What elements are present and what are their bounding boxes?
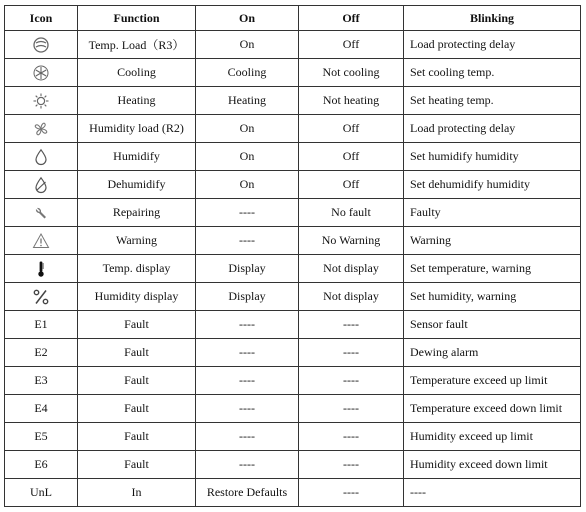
blinking-cell: Humidity exceed up limit [404, 423, 581, 451]
on-cell: On [196, 115, 299, 143]
on-cell: ---- [196, 451, 299, 479]
on-cell: Display [196, 255, 299, 283]
table-row [5, 479, 581, 507]
table-row [5, 59, 581, 87]
off-cell: Not heating [299, 87, 404, 115]
on-cell: On [196, 143, 299, 171]
percent-icon [32, 288, 50, 306]
warning-icon [32, 232, 50, 250]
blinking-cell: Temperature exceed down limit [404, 395, 581, 423]
on-cell: ---- [196, 199, 299, 227]
blinking-cell: Sensor fault [404, 311, 581, 339]
code-cell: E6 [5, 451, 78, 479]
on-cell: Restore Defaults [196, 479, 299, 507]
header-blinking: Blinking [404, 6, 581, 31]
off-cell: ---- [299, 451, 404, 479]
function-cell: Humidity load (R2) [78, 115, 196, 143]
temp-load-icon [32, 36, 50, 54]
function-cell: Fault [78, 339, 196, 367]
blinking-cell: Set heating temp. [404, 87, 581, 115]
blinking-cell: Set cooling temp. [404, 59, 581, 87]
on-cell: On [196, 31, 299, 59]
off-cell: ---- [299, 423, 404, 451]
table-row [5, 199, 581, 227]
function-cell: Fault [78, 395, 196, 423]
off-cell: Not cooling [299, 59, 404, 87]
blinking-cell: Set humidity, warning [404, 283, 581, 311]
function-cell: Heating [78, 87, 196, 115]
table-row [5, 283, 581, 311]
blinking-cell: Set temperature, warning [404, 255, 581, 283]
code-cell: E4 [5, 395, 78, 423]
on-cell: Display [196, 283, 299, 311]
icon-function-table [4, 5, 581, 507]
blinking-cell: Temperature exceed up limit [404, 367, 581, 395]
off-cell: Off [299, 143, 404, 171]
code-cell: E3 [5, 367, 78, 395]
off-cell: ---- [299, 311, 404, 339]
off-cell: ---- [299, 367, 404, 395]
table-row [5, 367, 581, 395]
on-cell: Heating [196, 87, 299, 115]
function-cell: Humidity display [78, 283, 196, 311]
blinking-cell: Set humidify humidity [404, 143, 581, 171]
off-cell: Off [299, 31, 404, 59]
header-function: Function [78, 6, 196, 31]
on-cell: ---- [196, 339, 299, 367]
code-cell: E1 [5, 311, 78, 339]
on-cell: ---- [196, 367, 299, 395]
table-row [5, 255, 581, 283]
function-cell: Warning [78, 227, 196, 255]
off-cell: Off [299, 171, 404, 199]
droplet-icon [32, 148, 50, 166]
function-cell: Fault [78, 367, 196, 395]
function-cell: Cooling [78, 59, 196, 87]
header-on: On [196, 6, 299, 31]
header-icon: Icon [5, 6, 78, 31]
thermometer-icon [32, 260, 50, 278]
sun-icon [32, 92, 50, 110]
table-row [5, 227, 581, 255]
table-row [5, 451, 581, 479]
code-cell: UnL [5, 479, 78, 507]
off-cell: ---- [299, 479, 404, 507]
function-cell: Fault [78, 423, 196, 451]
on-cell: Cooling [196, 59, 299, 87]
table-row [5, 171, 581, 199]
function-cell: Humidify [78, 143, 196, 171]
table-row [5, 311, 581, 339]
function-cell: Temp. Load（R3） [78, 31, 196, 59]
table-row [5, 115, 581, 143]
function-cell: Repairing [78, 199, 196, 227]
on-cell: ---- [196, 423, 299, 451]
off-cell: Off [299, 115, 404, 143]
on-cell: ---- [196, 227, 299, 255]
on-cell: ---- [196, 311, 299, 339]
blinking-cell: Dewing alarm [404, 339, 581, 367]
off-cell: No Warning [299, 227, 404, 255]
code-cell: E5 [5, 423, 78, 451]
table-row [5, 143, 581, 171]
table-header-row [5, 6, 581, 31]
blinking-cell: Set dehumidify humidity [404, 171, 581, 199]
table-row [5, 423, 581, 451]
off-cell: ---- [299, 395, 404, 423]
droplet-slash-icon [32, 176, 50, 194]
table-body [5, 31, 581, 507]
blinking-cell: ---- [404, 479, 581, 507]
wrench-icon [32, 204, 50, 222]
table-row [5, 87, 581, 115]
function-cell: Temp. display [78, 255, 196, 283]
blinking-cell: Load protecting delay [404, 31, 581, 59]
blinking-cell: Warning [404, 227, 581, 255]
off-cell: No fault [299, 199, 404, 227]
on-cell: ---- [196, 395, 299, 423]
table-row [5, 31, 581, 59]
header-off: Off [299, 6, 404, 31]
off-cell: Not display [299, 283, 404, 311]
blinking-cell: Faulty [404, 199, 581, 227]
fan-icon [32, 120, 50, 138]
table-row [5, 339, 581, 367]
snowflake-icon [32, 64, 50, 82]
off-cell: ---- [299, 339, 404, 367]
table-row [5, 395, 581, 423]
function-cell: In [78, 479, 196, 507]
function-cell: Fault [78, 311, 196, 339]
code-cell: E2 [5, 339, 78, 367]
off-cell: Not display [299, 255, 404, 283]
function-cell: Fault [78, 451, 196, 479]
function-cell: Dehumidify [78, 171, 196, 199]
blinking-cell: Load protecting delay [404, 115, 581, 143]
on-cell: On [196, 171, 299, 199]
blinking-cell: Humidity exceed down limit [404, 451, 581, 479]
